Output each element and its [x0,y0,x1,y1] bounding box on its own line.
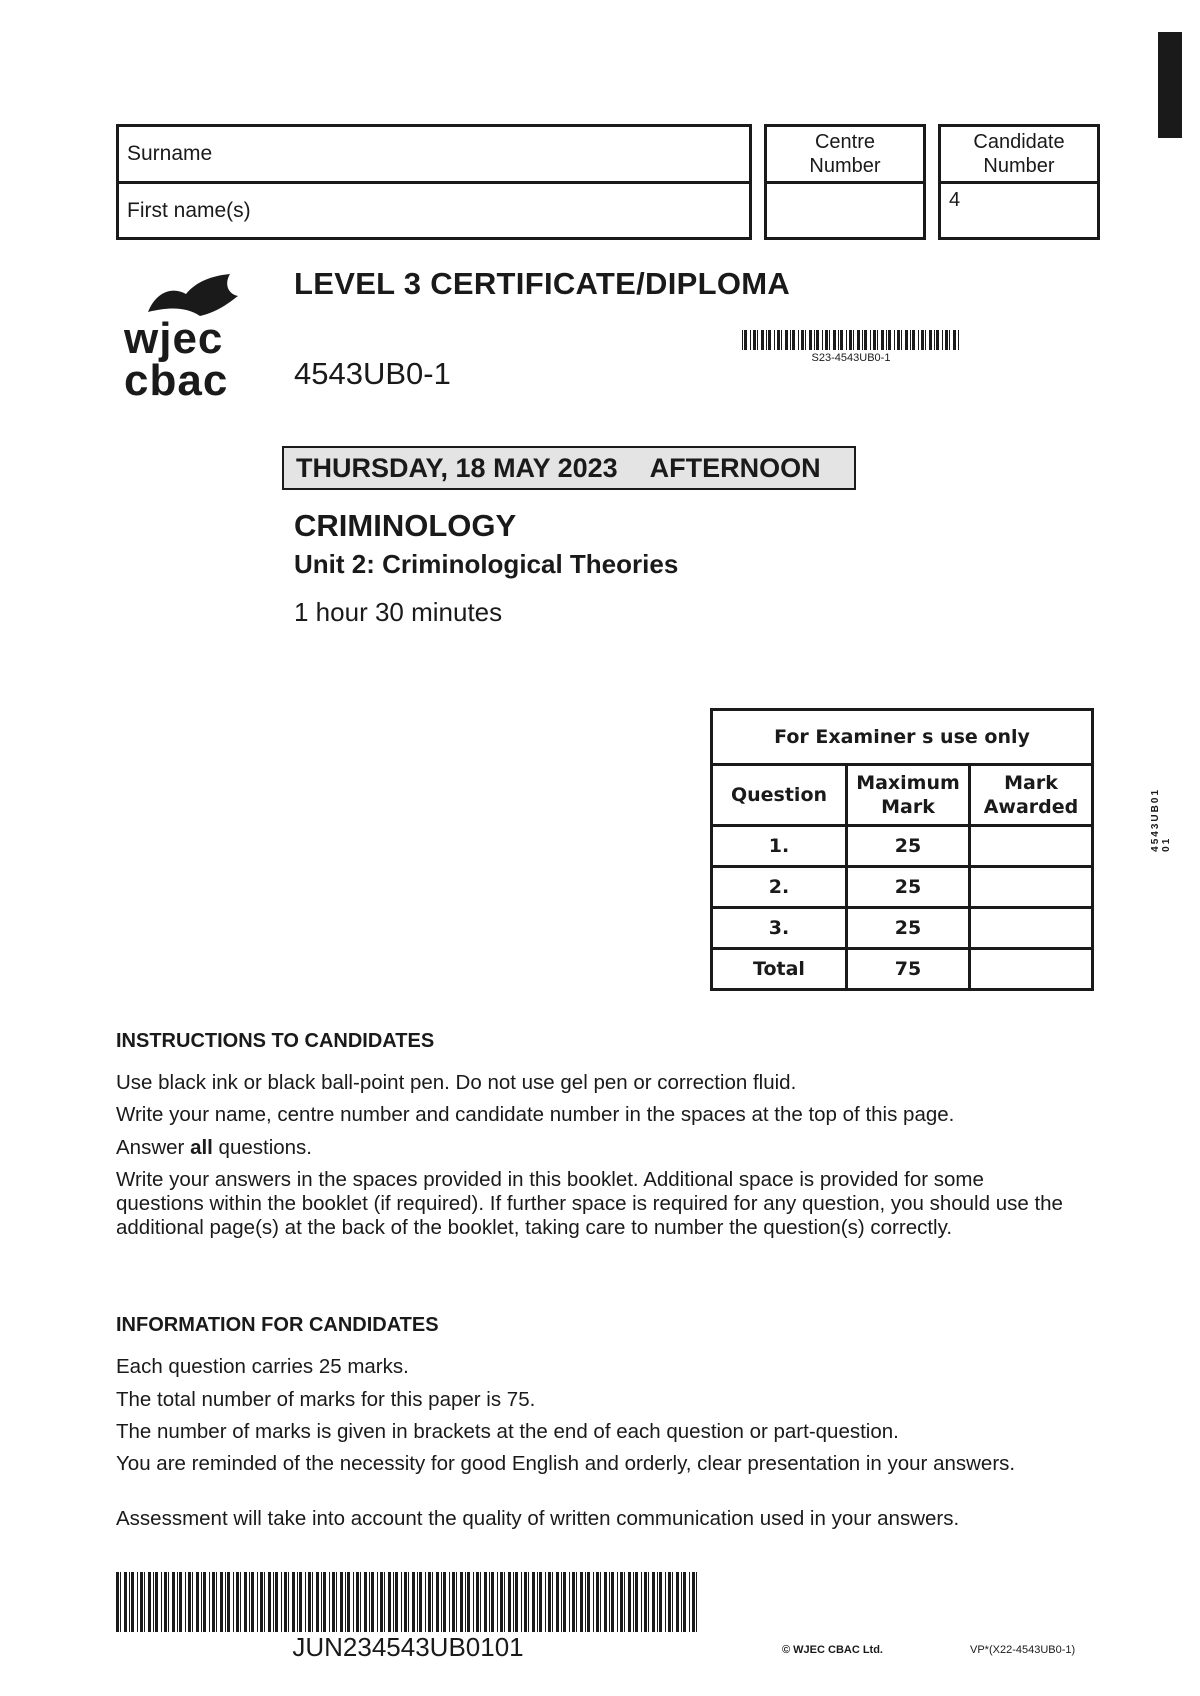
mark-awarded-cell[interactable] [970,826,1093,867]
barcode-bar [822,330,823,350]
instruction-4: Write your answers in the spaces provided in this booklet. Additional space is provided for some questions within the booklet (if required). If further space is required for any question, you should use the additional page(s) at the back of the booklet, taking care to number the question(s) correctly. [116,1168,1063,1239]
barcode-bar [768,330,771,350]
barcode-bar [408,1572,409,1632]
barcode-bar [785,330,788,350]
barcode-bar [384,1572,385,1632]
wjec-logo [124,272,264,412]
barcode-bar [177,1572,178,1632]
barcode-bar [901,330,902,350]
qualification-level: LEVEL 3 CERTIFICATE/DIPLOMA [294,266,791,301]
barcode-bar [185,1572,186,1632]
barcode-bar [196,1572,199,1632]
barcode-bar [164,1572,167,1632]
barcode-bar [227,1572,230,1632]
barcode-bar [611,1572,614,1632]
barcode-bar [116,1572,119,1632]
barcode-bar [894,330,895,350]
mark-awarded-cell[interactable] [970,908,1093,949]
candidate-number-value: 4 [949,189,961,211]
barcode-bar [814,330,815,350]
unit-title: Unit 2: Criminological Theories [294,549,679,579]
barcode-bar [353,1572,354,1632]
maximum-mark: 25 [847,867,970,908]
barcode-bar [912,330,915,350]
barcode-bar [681,1572,682,1632]
barcode-bar [192,1572,193,1632]
barcode-bar [377,1572,378,1632]
barcode-bar [497,1572,498,1632]
barcode-bar [628,1572,631,1632]
barcode-bar [600,1572,601,1632]
barcode-bar [676,1572,679,1632]
barcode-bar [596,1572,599,1632]
maximum-mark: 25 [847,908,970,949]
instruction-1: Use black ink or black ball-point pen. Do not use gel pen or correction fluid. [116,1071,797,1094]
first-name-label: First name(s) [127,199,251,222]
copyright-notice: © WJEC CBAC Ltd. [782,1644,883,1656]
barcode-bar [425,1572,426,1632]
centre-number-label: Centre Number [767,127,923,184]
barcode-bar [556,1572,559,1632]
barcode-bar [321,1572,322,1632]
instruction-3: Answer all questions. [116,1136,313,1159]
barcode-bar [473,1572,474,1632]
barcode-bar [249,1572,250,1632]
barcode-bar [188,1572,191,1632]
barcode-bar [456,1572,457,1632]
small-barcode [742,330,960,350]
barcode-bar [790,330,791,350]
barcode-bar [257,1572,258,1632]
barcode-bar [153,1572,154,1632]
barcode-bar [275,1572,278,1632]
examiner-table-title: For Examiner s use only [712,710,1093,765]
barcode-bar [288,1572,289,1632]
barcode-bar [816,330,819,350]
barcode-bar [465,1572,466,1632]
barcode-bar [172,1572,175,1632]
barcode-bar [244,1572,247,1632]
print-reference: VP*(X22-4543UB0-1) [970,1644,1076,1656]
barcode-bar [364,1572,367,1632]
barcode-bar [273,1572,274,1632]
barcode-bar [910,330,911,350]
barcode-bar [347,1572,350,1632]
barcode-bar [809,330,812,350]
column-header-maximum-mark: Maximum Mark [847,765,970,826]
barcode-bar [925,330,926,350]
barcode-bar [388,1572,391,1632]
barcode-bar [665,1572,666,1632]
barcode-bar [203,1572,206,1632]
barcode-bar [251,1572,254,1632]
barcode-bar [441,1572,442,1632]
barcode-bar [742,330,743,350]
barcode-bar [905,330,908,350]
paper-code: 4543UB0-1 [294,356,451,391]
barcode-bar [572,1572,575,1632]
barcode-bar [201,1572,202,1632]
barcode-bar [696,1572,697,1632]
barcode-bar [934,330,935,350]
information-4: You are reminded of the necessity for good English and orderly, clear presentation in your answers. [116,1452,1016,1475]
table-row [712,908,1093,949]
barcode-bar [449,1572,450,1632]
column-header-question: Question [712,765,847,826]
column-header-mark-awarded: Mark Awarded [970,765,1093,826]
subject-title: CRIMINOLOGY [294,508,517,543]
maximum-mark: 25 [847,826,970,867]
barcode-bar [853,330,854,350]
barcode-bar [395,1572,398,1632]
barcode-bar [644,1572,647,1632]
surname-field[interactable] [119,127,749,184]
barcode-bar [216,1572,217,1632]
barcode-bar [888,330,891,350]
barcode-bar [299,1572,302,1632]
logo-line-1: wjec [124,314,224,363]
barcode-bar [829,330,830,350]
barcode-bar [161,1572,162,1632]
logo-line-2: cbac [124,356,229,405]
barcode-bar [870,330,871,350]
table-row [712,867,1093,908]
total-label: Total [712,949,847,990]
barcode-bar [766,330,767,350]
barcode-bar [460,1572,463,1632]
barcode-bar [576,1572,577,1632]
barcode-bar [155,1572,158,1632]
registration-mark [1158,32,1182,138]
examiner-marks-table [710,708,1094,991]
barcode-bar [825,330,828,350]
barcode-bar [432,1572,433,1632]
barcode-bar [761,330,764,350]
total-maximum-mark: 75 [847,949,970,990]
barcode-bar [801,330,804,350]
barcode-bar [774,330,775,350]
barcode-bar [569,1572,570,1632]
barcode-bar [292,1572,295,1632]
barcode-bar [504,1572,505,1632]
barcode-bar [585,1572,586,1632]
barcode-bar [179,1572,182,1632]
barcode-bar [609,1572,610,1632]
barcode-bar [212,1572,215,1632]
barcode-bar [521,1572,522,1632]
barcode-bar [443,1572,446,1632]
barcode-bar [356,1572,359,1632]
barcode-bar [652,1572,655,1632]
barcode-bar [452,1572,455,1632]
barcode-bar [281,1572,282,1632]
barcode-bar [528,1572,529,1632]
barcode-bar [412,1572,415,1632]
barcode-bar [886,330,887,350]
exam-session: AFTERNOON [649,452,821,483]
barcode-bar [548,1572,551,1632]
barcode-bar [124,1572,127,1632]
barcode-bar [798,330,799,350]
barcode-bar [140,1572,143,1632]
barcode-bar [297,1572,298,1632]
small-barcode-text: S23-4543UB0-1 [811,352,891,364]
information-1: Each question carries 25 marks. [116,1355,409,1378]
barcode-bar [404,1572,407,1632]
barcode-bar [489,1572,490,1632]
question-number: 2. [712,867,847,908]
barcode-bar [336,1572,337,1632]
barcode-bar [515,1572,518,1632]
barcode-bar [305,1572,306,1632]
barcode-bar [777,330,780,350]
table-row-total [712,949,1093,990]
barcode-bar [921,330,924,350]
barcode-bar [757,330,758,350]
barcode-bar [668,1572,671,1632]
barcode-bar [750,330,751,350]
barcode-bar [936,330,939,350]
barcode-bar [480,1572,481,1632]
barcode-bar [539,1572,542,1632]
barcode-bar [419,1572,422,1632]
barcode-bar [545,1572,546,1632]
information-3: The number of marks is given in brackets at the end of each question or part-question. [116,1420,899,1443]
barcode-bar [617,1572,618,1632]
barcode-bar [129,1572,130,1632]
barcode-bar [329,1572,330,1632]
barcode-bar [744,330,747,350]
barcode-bar [240,1572,241,1632]
barcode-bar [849,330,852,350]
barcode-bar [949,330,950,350]
main-barcode [116,1572,700,1632]
surname-label: Surname [127,142,213,165]
barcode-bar [148,1572,151,1632]
barcode-bar [308,1572,311,1632]
barcode-bar [633,1572,634,1632]
table-row [712,826,1093,867]
barcode-bar [624,1572,625,1632]
barcode-bar [587,1572,590,1632]
barcode-bar [659,1572,662,1632]
barcode-bar [168,1572,169,1632]
barcode-bar [953,330,956,350]
information-heading: INFORMATION FOR CANDIDATES [116,1314,439,1336]
barcode-bar [476,1572,479,1632]
candidate-name-box [116,124,752,240]
barcode-bar [137,1572,138,1632]
barcode-bar [838,330,839,350]
mark-awarded-cell[interactable] [970,867,1093,908]
barcode-bar [918,330,919,350]
barcode-bar [144,1572,145,1632]
barcode-bar [284,1572,287,1632]
barcode-bar [683,1572,686,1632]
barcode-bar [945,330,948,350]
barcode-bar [417,1572,418,1632]
barcode-bar [312,1572,313,1632]
barcode-bar [862,330,863,350]
side-paper-code: 4543UB01 01 [1150,788,1172,852]
barcode-bar [369,1572,370,1632]
barcode-bar [552,1572,553,1632]
barcode-bar [323,1572,326,1632]
barcode-bar [635,1572,638,1632]
barcode-bar [620,1572,623,1632]
information-2: The total number of marks for this paper is 75. [116,1388,536,1411]
barcode-bar [929,330,932,350]
barcode-bar [537,1572,538,1632]
question-number: 3. [712,908,847,949]
barcode-bar [268,1572,271,1632]
first-name-field[interactable] [119,184,749,238]
barcode-bar [942,330,943,350]
barcode-bar [897,330,900,350]
barcode-bar [484,1572,487,1632]
barcode-bar [316,1572,319,1632]
barcode-bar [220,1572,223,1632]
barcode-bar [593,1572,594,1632]
barcode-bar [491,1572,494,1632]
barcode-bar [236,1572,239,1632]
barcode-bar [513,1572,514,1632]
barcode-bar [345,1572,346,1632]
barcode-bar [563,1572,566,1632]
barcode-bar [689,1572,690,1632]
instructions-heading: INSTRUCTIONS TO CANDIDATES [116,1030,435,1052]
barcode-bar [508,1572,511,1632]
barcode-bar [958,330,959,350]
barcode-bar [657,1572,658,1632]
barcode-bar [467,1572,470,1632]
barcode-bar [873,330,876,350]
barcode-bar [648,1572,649,1632]
total-awarded-cell[interactable] [970,949,1093,990]
barcode-bar [857,330,860,350]
barcode-bar [360,1572,361,1632]
instruction-2: Write your name, centre number and candidate number in the spaces at the top of this page. [116,1103,955,1126]
barcode-bar [672,1572,673,1632]
barcode-bar [792,330,795,350]
candidate-number-label: Candidate Number [941,127,1097,184]
barcode-bar [524,1572,527,1632]
barcode-bar [753,330,756,350]
barcode-bar [881,330,884,350]
exam-date-banner [282,446,856,490]
centre-number-box[interactable] [764,124,926,240]
barcode-bar [580,1572,583,1632]
barcode-bar [428,1572,431,1632]
barcode-bar [332,1572,335,1632]
barcode-bar [233,1572,234,1632]
barcode-bar [131,1572,134,1632]
barcode-bar [401,1572,402,1632]
barcode-bar [371,1572,374,1632]
exam-date: THURSDAY, 18 MAY 2023 [296,452,618,483]
barcode-bar [846,330,847,350]
barcode-bar [260,1572,263,1632]
barcode-bar [833,330,836,350]
barcode-bar [561,1572,562,1632]
barcode-bar [877,330,878,350]
barcode-bar [436,1572,439,1632]
barcode-bar [225,1572,226,1632]
exam-duration: 1 hour 30 minutes [294,597,503,627]
barcode-bar [641,1572,642,1632]
barcode-bar [500,1572,503,1632]
barcode-bar [864,330,867,350]
barcode-bar [120,1572,121,1632]
barcode-bar [781,330,782,350]
candidate-number-box[interactable] [938,124,1100,240]
barcode-bar [604,1572,607,1632]
barcode-bar [380,1572,383,1632]
barcode-bar [393,1572,394,1632]
barcode-bar [840,330,843,350]
main-barcode-text: JUN234543UB0101 [292,1632,524,1662]
barcode-bar [340,1572,343,1632]
barcode-bar [264,1572,265,1632]
question-number: 1. [712,826,847,867]
barcode-bar [532,1572,535,1632]
barcode-bar [209,1572,210,1632]
barcode-bar [692,1572,695,1632]
information-5: Assessment will take into account the quality of written communication used in your answers. [116,1507,960,1530]
barcode-bar [805,330,806,350]
